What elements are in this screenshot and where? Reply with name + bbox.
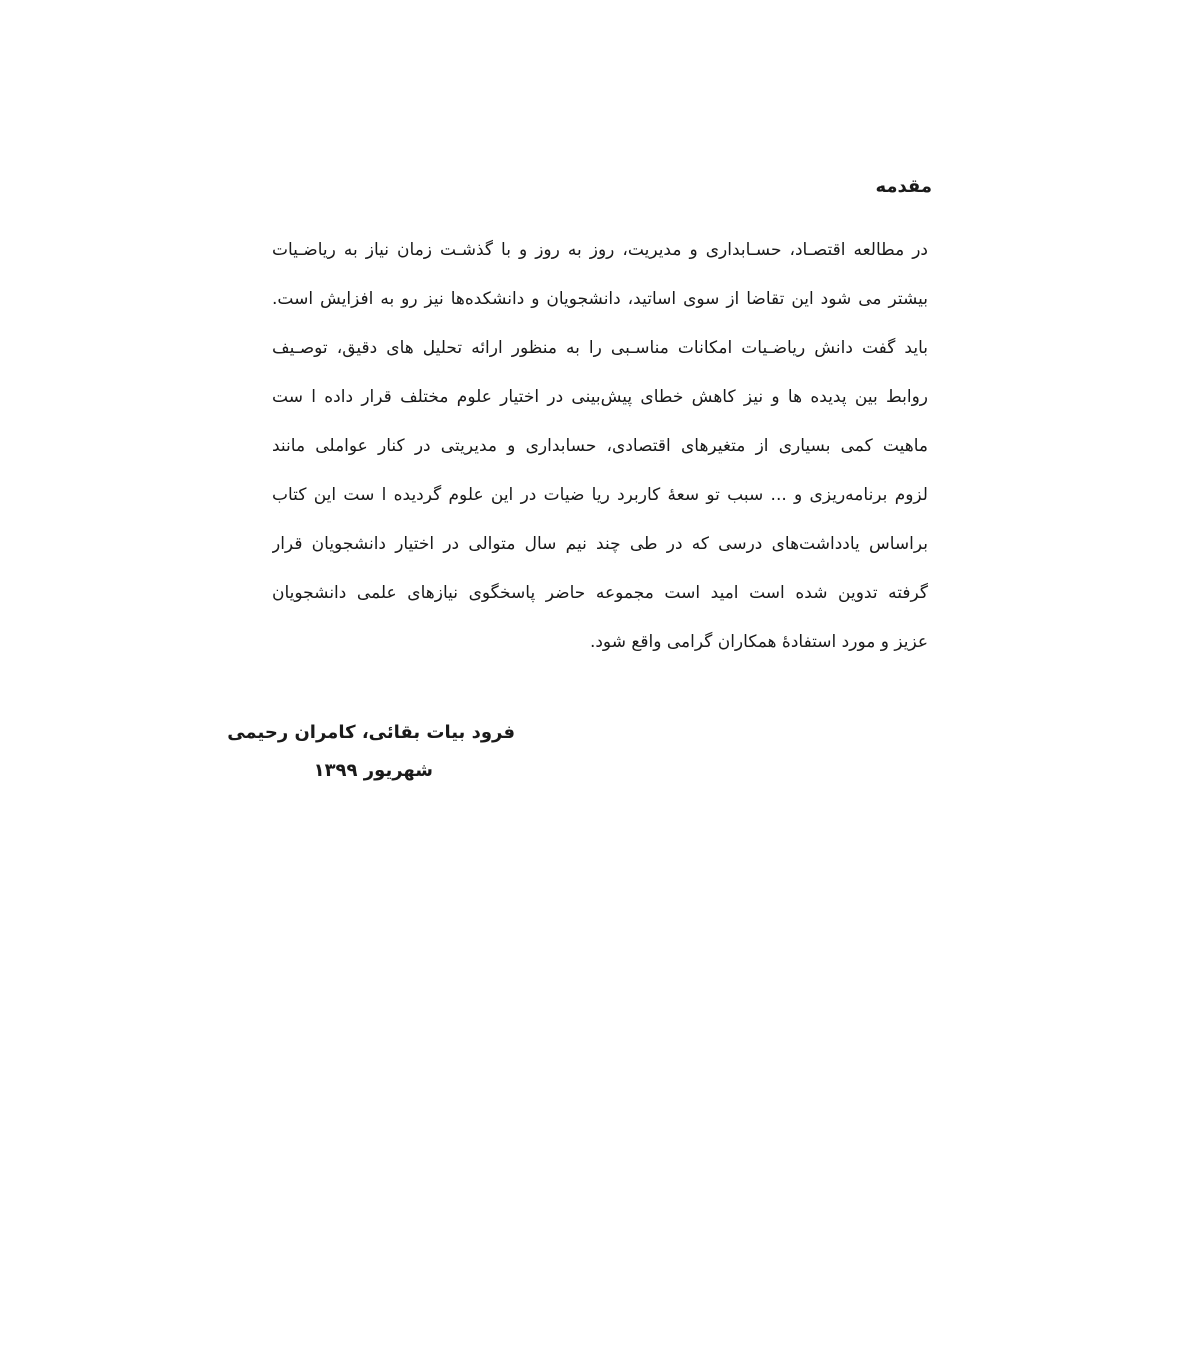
signature-date: شهریور ۱۳۹۹ <box>313 760 433 781</box>
paragraph-line: روابط بین پدیده ها و نیز کاهش خطای پیش‌بینی در اختیار علوم مختلف قرار داده ا ست <box>272 387 928 407</box>
paragraph-line: گرفته تدوین شده است امید است مجموعه حاضر پاسخگوی نیازهای علمی دانشجویان <box>272 583 928 603</box>
preface-paragraph <box>272 226 928 667</box>
paragraph-line: در مطالعه اقتصـاد، حسـابداری و مدیریت، روز به روز و با گذشـت زمان نیاز به ریاضـیات <box>272 240 928 260</box>
paragraph-line: براساس یادداشت‌های درسی که در طی چند نیم سال متوالی در اختیار دانشجویان قرار <box>272 534 928 554</box>
paragraph-line: ماهیت کمی بسیاری از متغیرهای اقتصادی، حسابداری و مدیریتی در کنار عواملی مانند <box>272 436 928 456</box>
section-heading: مقدمه <box>875 176 932 197</box>
paragraph-line: عزیز و مورد استفادهٔ همکاران گرامی واقع شود. <box>589 632 928 652</box>
author-signature: فرود بیات بقائی، کامران رحیمی <box>227 722 515 743</box>
paragraph-line: بیشتر می شود این تقاضا از سوی اساتید، دانشجویان و دانشکده‌ها نیز رو به افزایش است. <box>272 289 928 309</box>
paragraph-line: لزوم برنامه‌ریزی و ... سبب تو سعهٔ کاربرد ریا ضیات در این علوم گردیده ا ست این کتاب <box>272 485 928 505</box>
paragraph-line: باید گفت دانش ریاضـیات امکانات مناسـبی را به منظور ارائه تحلیل های دقیق، توصـیف <box>272 338 928 358</box>
